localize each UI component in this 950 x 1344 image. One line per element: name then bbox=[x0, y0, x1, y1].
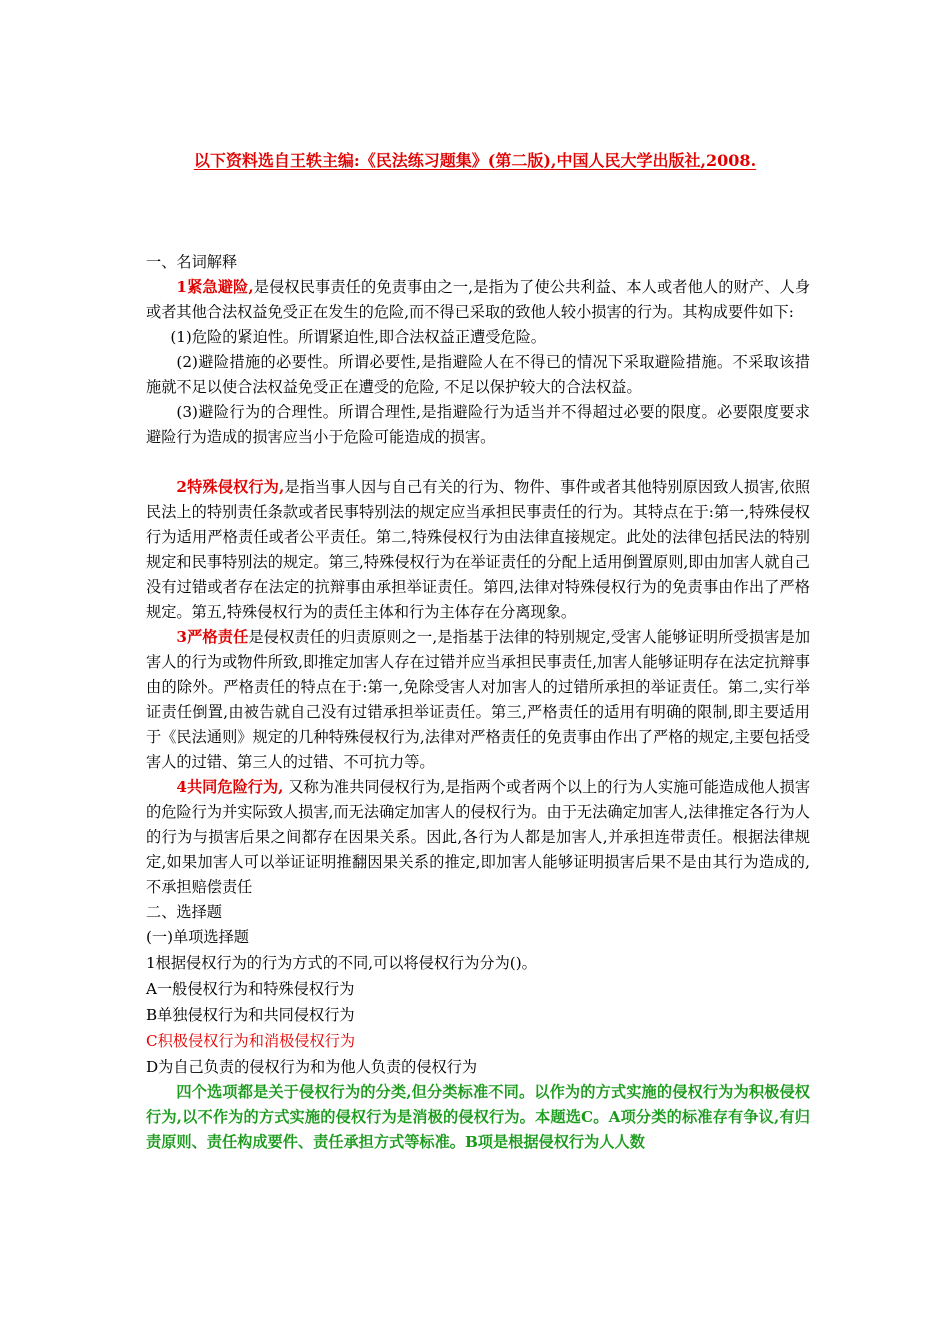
subpoint: (1)危险的紧迫性。所谓紧迫性,即合法权益正遭受危险。 bbox=[170, 328, 546, 346]
source-note[interactable]: 以下资料选自王轶主编:《民法练习题集》(第二版),中国人民大学出版社,2008. bbox=[193, 151, 757, 170]
option-c: C积极侵权行为和消极侵权行为 bbox=[146, 1032, 356, 1050]
section-heading: 二、选择题 bbox=[146, 903, 222, 921]
subsection-heading: (一)单项选择题 bbox=[146, 928, 249, 946]
term-definition: 是指当事人因与自己有关的行为、物件、事件或者其他特别原因致人损害,依照民法上的特别责任条款或者民事特别法的规定应当承担民事责任的行为。其特点在于:第一,特殊侵权行为适用严格责任或者公平责任。第二,特殊侵权行为由法律直接规定。此处的法律包括民法的特别规定和民事特别法的规定。第三,特殊侵权行为在举证责任的分配上适用倒置原则,即由加害人就自己没有过错或者存在法定的抗辩事由承担举证责任。第四,法律对特殊侵权行为的免责事由作出了严格规定。第五,特殊侵权行为的责任主体和行为主体存在分离现象。 bbox=[146, 478, 811, 621]
document-body bbox=[146, 250, 810, 1155]
option-a: A一般侵权行为和特殊侵权行为 bbox=[146, 980, 355, 998]
term-paragraph bbox=[146, 775, 810, 900]
term-title: 1紧急避险, bbox=[176, 278, 254, 296]
term-paragraph bbox=[146, 475, 810, 625]
subpoint: (3)避险行为的合理性。所谓合理性,是指避险行为适当并不得超过必要的限度。必要限度要求避险行为造成的损害应当小于危险可能造成的损害。 bbox=[146, 403, 810, 446]
term-title: 3严格责任 bbox=[176, 628, 249, 646]
term-definition: 又称为准共同侵权行为,是指两个或者两个以上的行为人实施可能造成他人损害的危险行为并实际致人损害,而无法确定加害人的侵权行为。由于无法确定加害人,法律推定各行为人的行为与损害后果之间都存在因果关系。因此,各行为人都是加害人,并承担连带责任。根据法律规定,如果加害人可以举证证明推翻因果关系的推定,即加害人能够证明损害后果不是由其行为造成的,不承担赔偿责任 bbox=[146, 778, 811, 896]
spacer bbox=[146, 450, 810, 475]
subpoint: (2)避险措施的必要性。所谓必要性,是指避险人在不得已的情况下采取避险措施。不采取该措施就不足以使合法权益免受正在遭受的危险, 不足以保护较大的合法权益。 bbox=[146, 353, 810, 396]
section-heading: 一、名词解释 bbox=[146, 253, 238, 271]
term-title: 4共同危险行为, bbox=[176, 778, 284, 796]
question-text: 1根据侵权行为的行为方式的不同,可以将侵权行为分为()。 bbox=[146, 954, 537, 972]
answer-explanation: 四个选项都是关于侵权行为的分类,但分类标准不同。以作为的方式实施的侵权行为为积极侵权行为,以不作为的方式实施的侵权行为是消极的侵权行为。本题选C。A项分类的标准存有争议,有归责原则、责任构成要件、责任承担方式等标准。B项是根据侵权行为人人数 bbox=[146, 1083, 810, 1151]
term-title: 2特殊侵权行为, bbox=[176, 478, 285, 496]
option-d: D为自己负责的侵权行为和为他人负责的侵权行为 bbox=[146, 1058, 478, 1076]
term-definition: 是侵权责任的归责原则之一,是指基于法律的特别规定,受害人能够证明所受损害是加害人的行为或物件所致,即推定加害人存在过错并应当承担民事责任,加害人能够证明存在法定抗辩事由的除外。严格责任的特点在于:第一,免除受害人对加害人的过错所承担的举证责任。第二,实行举证责任倒置,由被告就自己没有过错承担举证责任。第三,严格责任的适用有明确的限制,即主要适用于《民法通则》规定的几种特殊侵权行为,法律对严格责任的免责事由作出了严格的规定,主要包括受害人的过错、第三人的过错、不可抗力等。 bbox=[146, 628, 811, 771]
term-paragraph bbox=[146, 275, 810, 325]
term-definition: 是侵权民事责任的免责事由之一,是指为了使公共利益、本人或者他人的财产、人身或者其他合法权益免受正在发生的危险,而不得已采取的致他人较小损害的行为。其构成要件如下: bbox=[146, 278, 811, 321]
term-paragraph bbox=[146, 625, 810, 775]
option-b: B单独侵权行为和共同侵权行为 bbox=[146, 1006, 355, 1024]
